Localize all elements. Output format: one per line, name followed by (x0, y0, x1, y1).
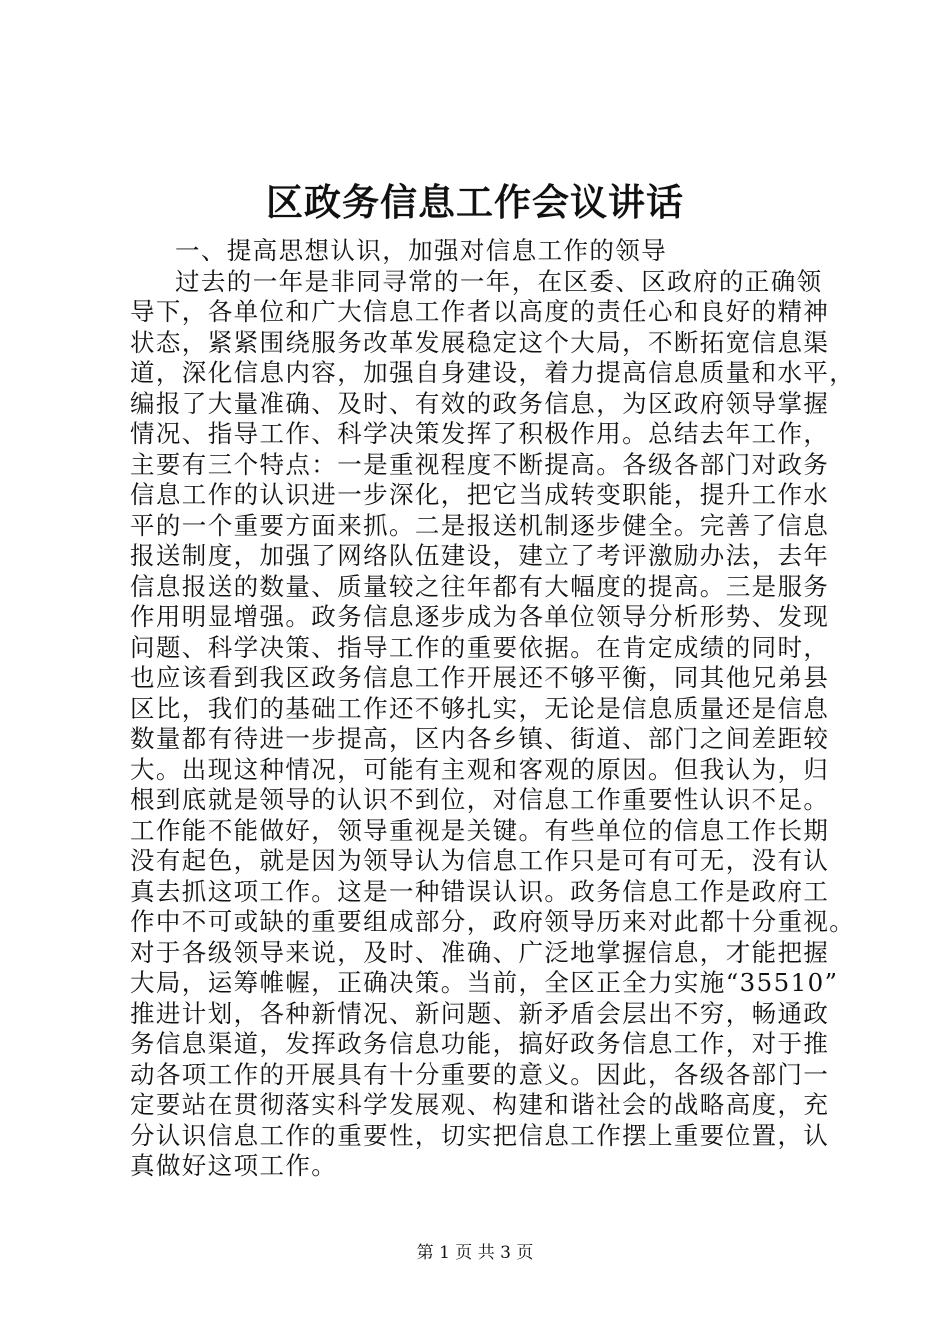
body-line: 也应该看到我区政务信息工作开展还不够平衡，同其他兄弟县 (130, 663, 830, 692)
body-line: 报送制度，加强了网络队伍建设，建立了考评激励办法，去年 (130, 541, 830, 570)
body-line: 主要有三个特点：一是重视程度不断提高。各级各部门对政务 (130, 449, 830, 479)
body-line: 数量都有待进一步提高，区内各乡镇、街道、部门之间差距较 (130, 724, 830, 753)
body-line: 区比，我们的基础工作还不够扎实，无论是信息质量还是信息 (130, 693, 830, 723)
document-body (130, 236, 856, 1182)
body-line: 信息报送的数量、质量较之往年都有大幅度的提高。三是服务 (130, 571, 830, 601)
body-line: 务信息渠道，发挥政务信息功能，搞好政务信息工作，对于推 (130, 1029, 830, 1058)
body-line: 信息工作的认识进一步深化，把它当成转变职能，提升工作水 (130, 480, 830, 509)
body-line: 真做好这项工作。 (130, 1151, 338, 1180)
body-line: 推进计划，各种新情况、新问题、新矛盾会层出不穷，畅通政 (130, 998, 830, 1028)
body-line: 定要站在贯彻落实科学发展观、构建和谐社会的战略高度，充 (130, 1090, 830, 1119)
document-title: 区政务信息工作会议讲话 (266, 180, 684, 224)
body-line: 没有起色，就是因为领导认为信息工作只是可有可无，没有认 (130, 846, 830, 875)
body-line: 编报了大量准确、及时、有效的政务信息，为区政府领导掌握 (130, 388, 830, 418)
body-line: 作中不可或缺的重要组成部分，政府领导历来对此都十分重视。 (130, 907, 856, 936)
body-line: 动各项工作的开展具有十分重要的意义。因此，各级各部门一 (130, 1059, 830, 1089)
body-line: 问题、科学决策、指导工作的重要依据。在肯定成绩的同时， (130, 632, 830, 662)
body-line: 作用明显增强。政务信息逐步成为各单位领导分析形势、发现 (130, 602, 830, 631)
body-line: 道，深化信息内容，加强自身建设，着力提高信息质量和水平， (130, 358, 856, 387)
body-line: 分认识信息工作的重要性，切实把信息工作摆上重要位置，认 (130, 1120, 830, 1150)
page-number-footer: 第 1 页 共 3 页 (416, 1243, 534, 1263)
body-line: 导下，各单位和广大信息工作者以高度的责任心和良好的精神 (130, 297, 830, 326)
section-heading: 一、提高思想认识，加强对信息工作的领导 (175, 236, 668, 265)
body-line: 根到底就是领导的认识不到位，对信息工作重要性认识不足。 (130, 785, 830, 814)
body-line: 平的一个重要方面来抓。二是报送机制逐步健全。完善了信息 (130, 510, 830, 540)
body-line: 情况、指导工作、科学决策发挥了积极作用。总结去年工作， (130, 419, 830, 448)
body-line: 过去的一年是非同寻常的一年，在区委、区政府的正确领 (175, 266, 823, 296)
body-line: 对于各级领导来说，及时、准确、广泛地掌握信息，才能把握 (130, 937, 830, 967)
body-line: 大局，运筹帷幄，正确决策。当前，全区正全力实施“35510” (130, 968, 839, 997)
body-line: 大。出现这种情况，可能有主观和客观的原因。但我认为，归 (130, 754, 830, 784)
body-line: 状态，紧紧围绕服务改革发展稳定这个大局，不断拓宽信息渠 (130, 327, 830, 357)
body-line: 真去抓这项工作。这是一种错误认识。政务信息工作是政府工 (130, 876, 830, 906)
body-line: 工作能不能做好，领导重视是关键。有些单位的信息工作长期 (130, 815, 830, 845)
